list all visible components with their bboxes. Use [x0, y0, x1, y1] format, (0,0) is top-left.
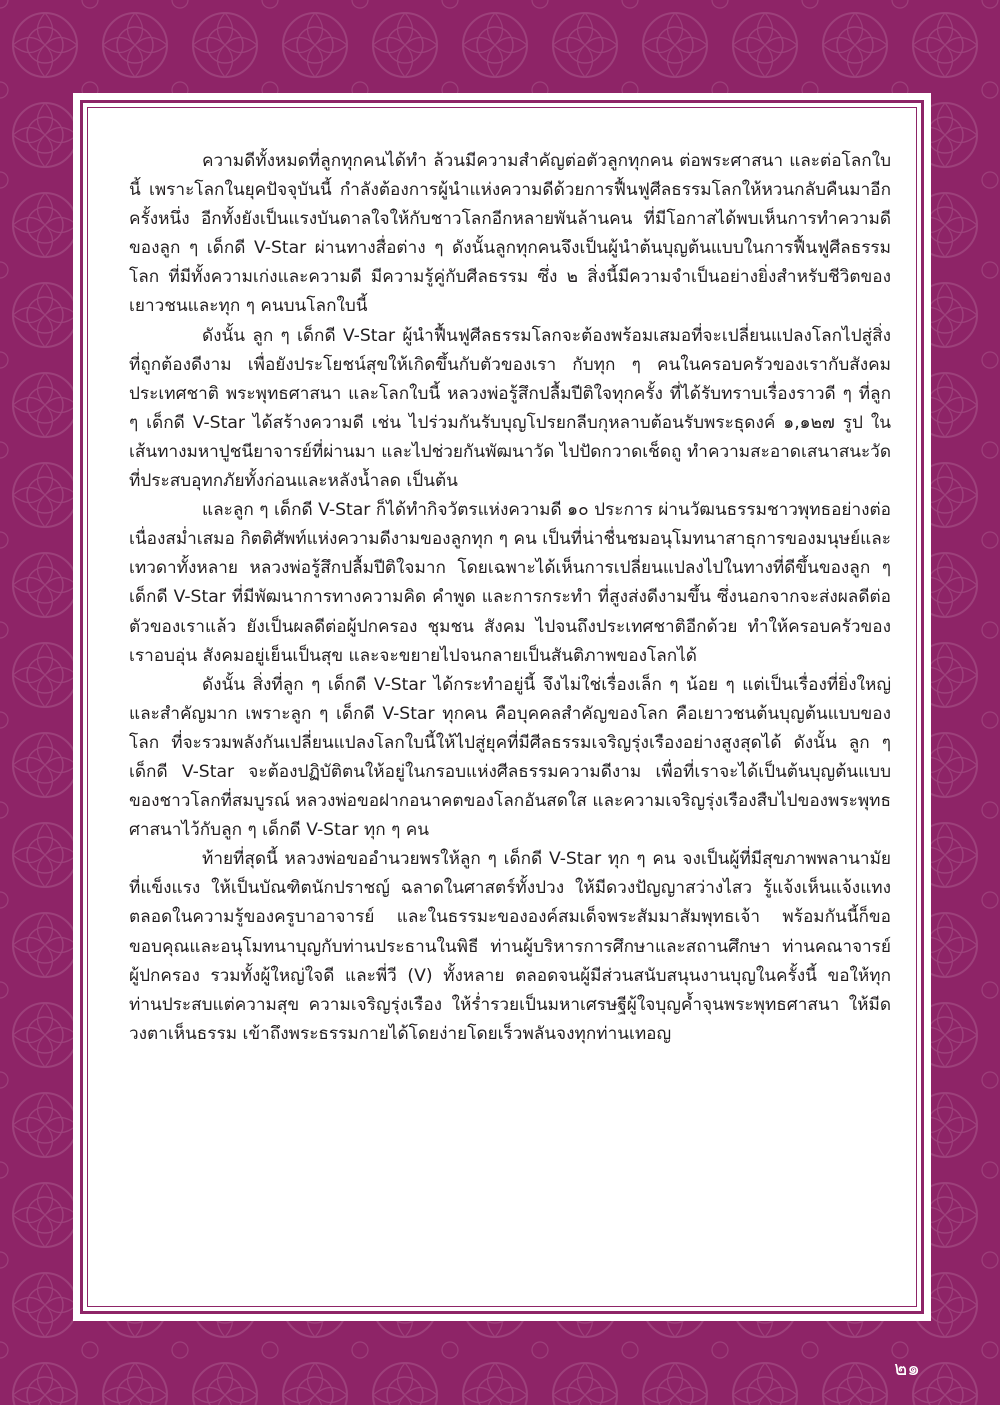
paragraph-3: และลูก ๆ เด็กดี V-Star ก็ได้ทำกิจวัตรแห่งความดี ๑๐ ประการ ผ่านวัฒนธรรมชาวพุทธอย่างต่อเนื่องสม่ำเสมอ กิตติศัพท์แห่งความดีงามของลูกทุก ๆ คน เป็นที่น่าชื่นชมอนุโมทนาสาธุการของมนุษย์และเทวดาทั้งหลาย หลวงพ่อรู้สึกปลื้มปีติใจมาก โดยเฉพาะได้เห็นการเปลี่ยนแปลงไปในทางที่ดีขึ้นของลูก ๆ เด็กดี V-Star ที่มีพัฒนาการทางความคิด คำพูด และการกระทำ ที่สูงส่งดีงามขึ้น ซึ่งนอกจากจะส่งผลดีต่อตัวของเราแล้ว ยังเป็นผลดีต่อผู้ปกครอง ชุมชน สังคม ไปจนถึงประเทศชาติอีกด้วย ทำให้ครอบครัวของเราอบอุ่น สังคมอยู่เย็นเป็นสุข และจะขยายไปจนกลายเป็นสันติภาพของโลกได้ — [129, 500, 891, 666]
paragraph-2: ดังนั้น ลูก ๆ เด็กดี V-Star ผู้นำฟื้นฟูศีลธรรมโลกจะต้องพร้อมเสมอที่จะเปลี่ยนแปลงโลกไปสู่สิ่งที่ถูกต้องดีงาม เพื่อยังประโยชน์สุขให้เกิดขึ้นกับตัวของเรา กับทุก ๆ คนในครอบครัวของเรากับสังคม ประเทศชาติ พระพุทธศาสนา และโลกใบนี้ หลวงพ่อรู้สึกปลื้มปีติใจทุกครั้ง ที่ได้รับทราบเรื่องราวดี ๆ ที่ลูก ๆ เด็กดี V-Star ได้สร้างความดี เช่น ไปร่วมกันรับบุญโปรยกลีบกุหลาบต้อนรับพระธุดงค์ ๑,๑๒๗ รูป ในเส้นทางมหาปูชนียาจารย์ที่ผ่านมา และไปช่วยกันพัฒนาวัด ไปปัดกวาดเช็ดถู ทำความสะอาดเสนาสนะวัดที่ประสบอุทกภัยทั้งก่อนและหลังน้ำลด เป็นต้น — [129, 325, 891, 492]
paragraph-5: ท้ายที่สุดนี้ หลวงพ่อขออำนวยพรให้ลูก ๆ เด็กดี V-Star ทุก ๆ คน จงเป็นผู้ที่มีสุขภาพพลานามัยที่แข็งแรง ให้เป็นบัณฑิตนักปราชญ์ ฉลาดในศาสตร์ทั้งปวง ให้มีดวงปัญญาสว่างไสว รู้แจ้งเห็นแจ้งแทงตลอดในความรู้ของครูบาอาจารย์ และในธรรมะขององค์สมเด็จพระสัมมาสัมพุทธเจ้า พร้อมกันนี้ก็ขอขอบคุณและอนุโมทนาบุญกับท่านประธานในพิธี ท่านผู้บริหารการศึกษาและสถานศึกษา ท่านคณาจารย์ ผู้ปกครอง รวมทั้งผู้ใหญ่ใจดี และพี่วี (V) ทั้งหลาย ตลอดจนผู้มีส่วนสนับสนุนงานบุญในครั้งนี้ ขอให้ทุกท่านประสบแต่ความสุข ความเจริญรุ่งเรือง ให้ร่ำรวยเป็นมหาเศรษฐีผู้ใจบุญค้ำจุนพระพุทธศาสนา ให้มีดวงตาเห็นธรรม เข้าถึงพระธรรมกายได้โดยง่ายโดยเร็วพลันจงทุกท่านเทอญ — [129, 849, 891, 1044]
paragraph-4: ดังนั้น สิ่งที่ลูก ๆ เด็กดี V-Star ได้กระทำอยู่นี้ จึงไม่ใช่เรื่องเล็ก ๆ น้อย ๆ แต่เป็นเรื่องที่ยิ่งใหญ่และสำคัญมาก เพราะลูก ๆ เด็กดี V-Star ทุกคน คือบุคคลสำคัญของโลก คือเยาวชนต้นบุญต้นแบบของโลก ที่จะรวมพลังกันเปลี่ยนแปลงโลกใบนี้ให้ไปสู่ยุคที่มีศีลธรรมเจริญรุ่งเรืองอย่างสูงสุดได้ ดังนั้น ลูก ๆ เด็กดี V-Star จะต้องปฏิบัติตนให้อยู่ในกรอบแห่งศีลธรรมความดีงาม เพื่อที่เราจะได้เป็นต้นบุญต้นแบบของชาวโลกที่สมบูรณ์ หลวงพ่อขอฝากอนาคตของโลกอันสดใส และความเจริญรุ่งเรืองสืบไปของพระพุทธศาสนาไว้กับลูก ๆ เด็กดี V-Star ทุก ๆ คน — [129, 674, 891, 841]
paragraph-1: ความดีทั้งหมดที่ลูกทุกคนได้ทำ ล้วนมีความสำคัญต่อตัวลูกทุกคน ต่อพระศาสนา และต่อโลกใบนี้ เพราะโลกในยุคปัจจุบันนี้ กำลังต้องการผู้นำแห่งความดีด้วยการฟื้นฟูศีลธรรมโลกให้หวนกลับคืนมาอีกครั้งหนึ่ง อีกทั้งยังเป็นแรงบันดาลใจให้กับชาวโลกอีกหลายพันล้านคน ที่มีโอกาสได้พบเห็นการทำความดีของลูก ๆ เด็กดี V-Star ผ่านทางสื่อต่าง ๆ ดังนั้นลูกทุกคนจึงเป็นผู้นำต้นบุญต้นแบบในการฟื้นฟูศีลธรรมโลก ที่มีทั้งความเก่งและความดี มีความรู้คู่กับศีลธรรม ซึ่ง ๒ สิ่งนี้มีความจำเป็นอย่างยิ่งสำหรับชีวิตของเยาวชนและทุก ๆ คนบนโลกใบนี้ — [129, 151, 891, 317]
article-body — [129, 147, 891, 1049]
page-number: ๒๑ — [894, 1356, 920, 1380]
